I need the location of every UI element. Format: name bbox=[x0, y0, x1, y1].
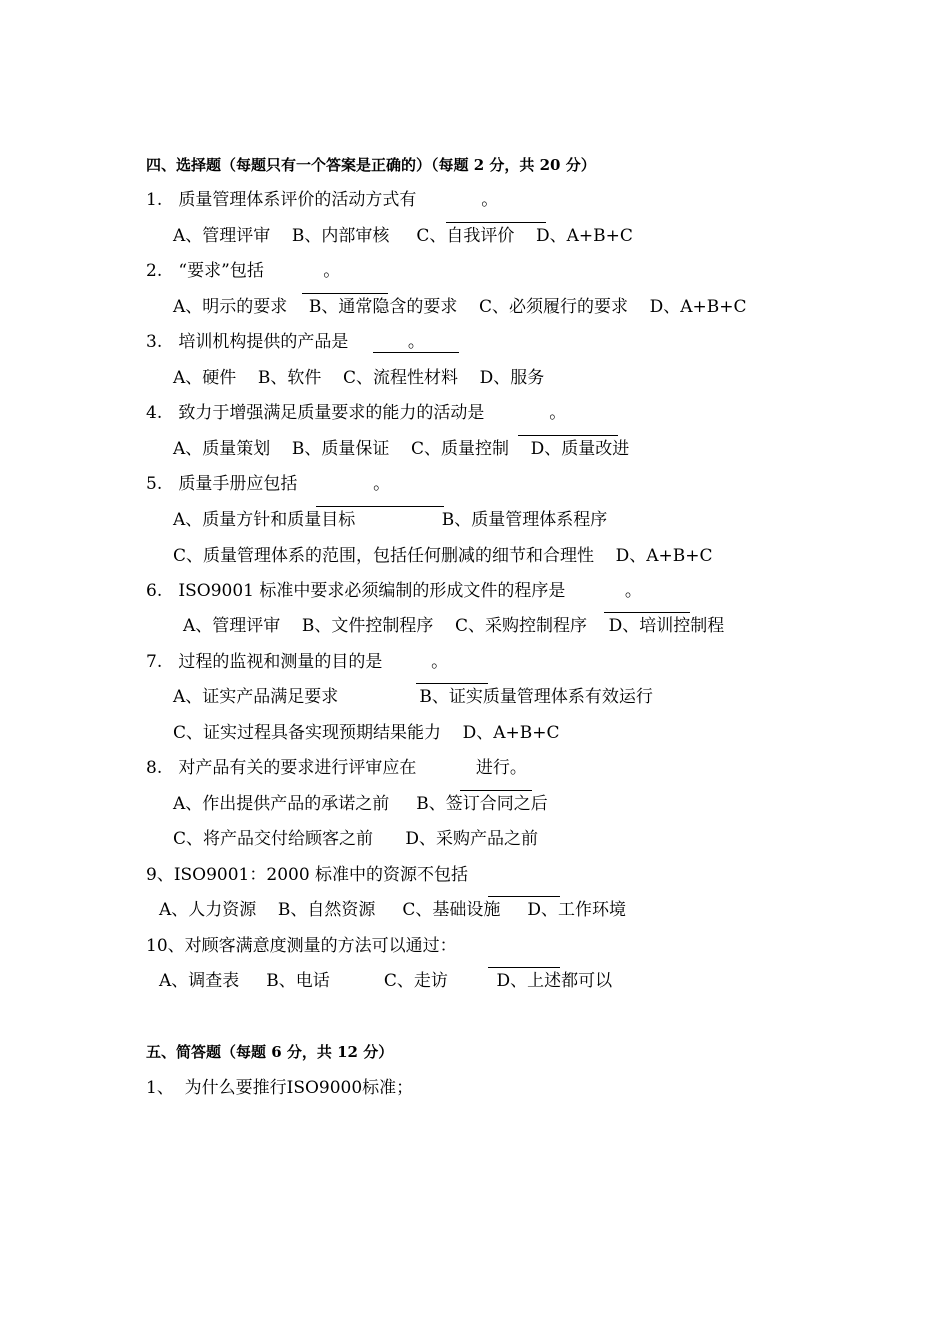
short-answer-question-1: 1、 为什么要推行ISO9000标准； bbox=[146, 1078, 414, 1098]
question-6-stem: 6. ISO9001 标准中要求必须编制的形成文件的程序是 。 bbox=[146, 581, 642, 601]
question-3-options: A、硬件 B、软件 C、流程性材料 D、服务 bbox=[173, 368, 545, 388]
answer-blank-line bbox=[460, 790, 532, 791]
answer-blank-line bbox=[488, 967, 560, 968]
answer-blank-line bbox=[604, 612, 690, 613]
answer-blank-line bbox=[302, 293, 388, 294]
question-4-options: A、质量策划 B、质量保证 C、质量控制 D、质量改进 bbox=[173, 439, 630, 459]
question-10-stem: 10、对顾客满意度测量的方法可以通过： bbox=[146, 936, 457, 956]
question-4-stem: 4. 致力于增强满足质量要求的能力的活动是 。 bbox=[146, 403, 567, 423]
question-8-options-line-1: A、作出提供产品的承诺之前 B、签订合同之后 bbox=[173, 794, 548, 814]
answer-blank-line bbox=[316, 506, 444, 507]
question-5-stem: 5. 质量手册应包括 。 bbox=[146, 474, 391, 494]
question-7-stem: 7. 过程的监视和测量的目的是 。 bbox=[146, 652, 449, 672]
question-10-options: A、调查表 B、电话 C、走访 D、上述都可以 bbox=[159, 971, 613, 991]
answer-blank-line bbox=[488, 896, 560, 897]
question-7-options-line-2: C、证实过程具备实现预期结果能力 D、A+B+C bbox=[173, 723, 560, 743]
section-4-title: 四、选择题（每题只有一个答案是正确的）（每题 2 分，共 20 分） bbox=[146, 156, 596, 174]
answer-blank-line bbox=[416, 683, 488, 684]
question-2-stem: 2. “要求”包括 。 bbox=[146, 261, 341, 281]
question-5-options-line-2: C、质量管理体系的范围，包括任何删减的细节和合理性 D、A+B+C bbox=[173, 546, 713, 566]
question-1-options: A、管理评审 B、内部审核 C、自我评价 D、A+B+C bbox=[173, 226, 633, 246]
question-8-stem: 8. 对产品有关的要求进行评审应在 进行。 bbox=[146, 758, 527, 778]
answer-blank-line bbox=[518, 435, 618, 436]
question-8-options-line-2: C、将产品交付给顾客之前 D、采购产品之前 bbox=[173, 829, 539, 849]
question-2-options: A、明示的要求 B、通常隐含的要求 C、必须履行的要求 D、A+B+C bbox=[173, 297, 747, 317]
question-9-stem: 9、ISO9001：2000 标准中的资源不包括 bbox=[146, 865, 469, 885]
question-5-options-line-1: A、质量方针和质量目标 B、质量管理体系程序 bbox=[173, 510, 608, 530]
section-5-title: 五、简答题（每题 6 分，共 12 分） bbox=[146, 1043, 394, 1061]
question-7-options-line-1: A、证实产品满足要求 B、证实质量管理体系有效运行 bbox=[173, 687, 653, 707]
answer-blank-line bbox=[446, 222, 546, 223]
question-3-stem: 3. 培训机构提供的产品是 。 bbox=[146, 332, 425, 352]
question-6-options: A、管理评审 B、文件控制程序 C、采购控制程序 D、培训控制程 bbox=[183, 616, 725, 636]
answer-blank-line bbox=[373, 352, 459, 353]
question-9-options: A、人力资源 B、自然资源 C、基础设施 D、工作环境 bbox=[159, 900, 627, 920]
question-1-stem: 1. 质量管理体系评价的活动方式有 。 bbox=[146, 190, 499, 210]
